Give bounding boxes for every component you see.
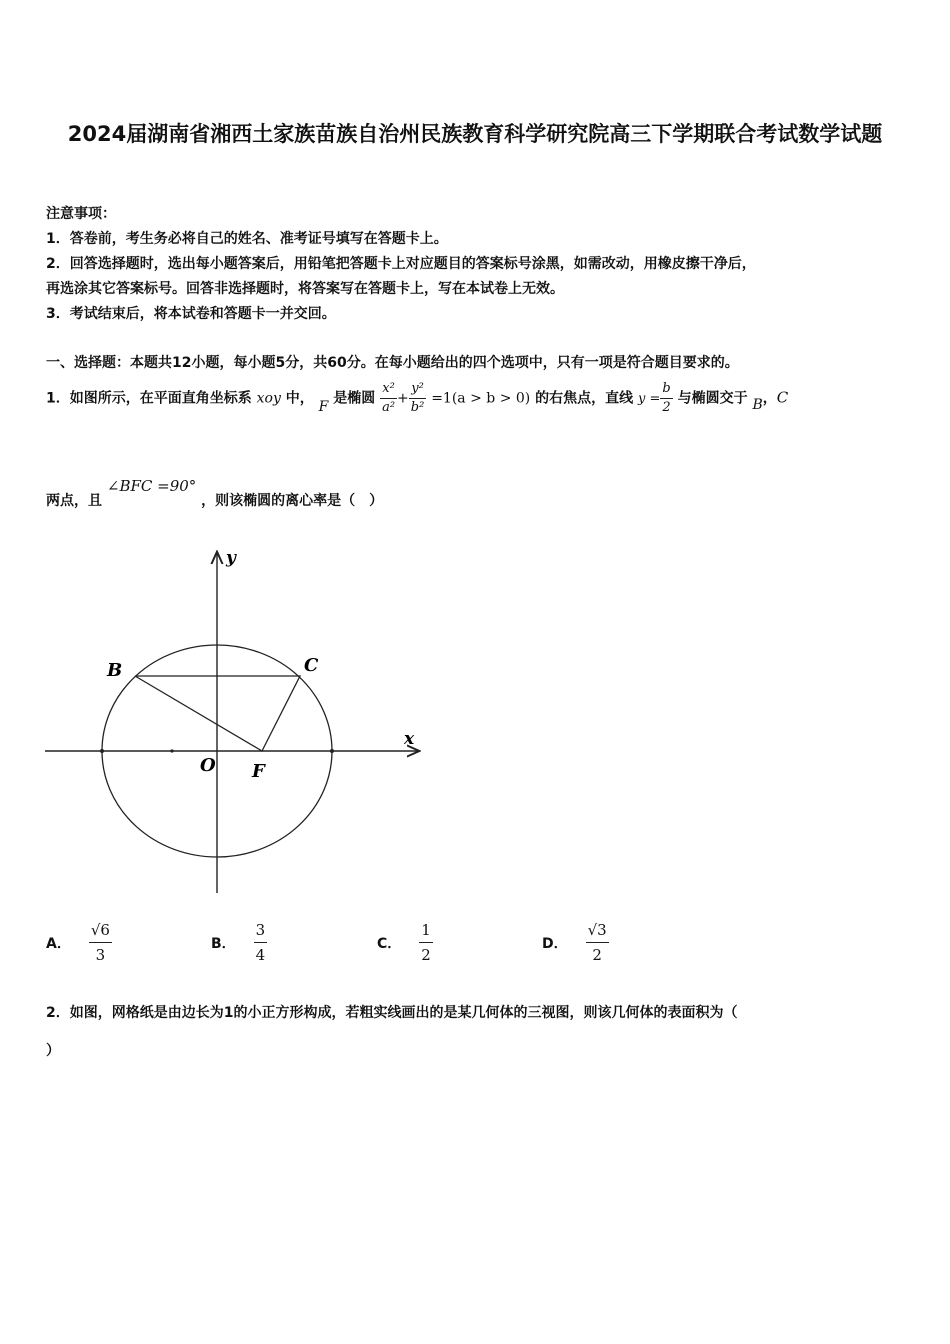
angle-condition: ∠BFC =90° (106, 477, 197, 495)
question-2-line-2: ） (46, 1043, 60, 1059)
label-y: y (226, 548, 236, 568)
plus-sign: + (397, 390, 409, 407)
q1-text-2: 中， (285, 390, 314, 407)
notice-heading: 注意事项： (46, 206, 116, 222)
option-d[interactable] (542, 918, 609, 967)
line-lhs: y = (638, 391, 661, 407)
q1-comma: ， (762, 390, 777, 407)
section-heading: 一、选择题：本题共12小题，每小题5分，共60分。在每小题给出的四个选项中，只有一项是符合题目要求的。 (46, 355, 739, 371)
q1-text-6: 两点，且 (46, 493, 102, 509)
notice-item: 再选涂其它答案标号。回答非选择题时，将答案写在答题卡上，写在本试卷上无效。 (46, 281, 564, 297)
focus-left-point (170, 749, 173, 752)
q1-text-7: ，则该椭圆的离心率是（ ） (201, 493, 384, 509)
label-c: C (304, 655, 319, 676)
notice-item: 1．答卷前，考生务必将自己的姓名、准考证号填写在答题卡上。 (46, 231, 448, 247)
question-1-line-2 (46, 476, 384, 509)
label-x: x (404, 729, 415, 749)
q1-text-3: 是椭圆 (333, 390, 376, 407)
ellipse-figure (40, 545, 430, 900)
ellipse-equation-rest: =1(a > b > 0) (431, 390, 531, 407)
option-c[interactable] (377, 918, 433, 967)
option-d-label: D． (542, 935, 568, 952)
option-a-label: A． (46, 935, 71, 952)
notice-item: 3．考试结束后，将本试卷和答题卡一并交回。 (46, 306, 336, 322)
q1-text-4: 的右焦点，直线 (535, 390, 634, 407)
label-o: O (200, 755, 216, 776)
option-c-label: C． (377, 935, 402, 952)
line-frac: $\frac{b}{2}$ (662, 381, 671, 415)
q1-f-symbol: F (318, 398, 329, 415)
question-1-line-1 (46, 380, 788, 417)
label-b: B (107, 660, 123, 681)
q1-xoy: xoy (256, 390, 281, 407)
page-title: 2024届湖南省湘西土家族苗族自治州民族教育科学研究院高三下学期联合考试数学试题 (67, 122, 883, 146)
option-d-value: $\frac{√3}{2}$ (586, 918, 609, 967)
option-b-label: B． (211, 935, 236, 952)
vertex-right-point (330, 749, 334, 753)
ellipse-frac-x: $\frac{\text{x²}}{\text{a²}}$ (382, 381, 396, 415)
q1-text-5: 与椭圆交于 (677, 390, 748, 407)
label-f: F (252, 761, 265, 782)
ellipse-frac-y: $\frac{\text{y²}}{\text{b²}}$ (410, 381, 425, 415)
option-b[interactable] (211, 918, 267, 967)
option-c-value: $\frac{1}{2}$ (419, 918, 433, 967)
option-a-value: $\frac{√6}{3}$ (89, 918, 112, 967)
q1-b-symbol: B (752, 396, 763, 413)
notice-item: 2．回答选择题时，选出每小题答案后，用铅笔把答题卡上对应题目的答案标号涂黑，如需改动，用橡皮擦干净后， (46, 256, 756, 272)
q1-text-1: 1．如图所示，在平面直角坐标系 (46, 390, 252, 407)
q1-c-symbol: C (776, 388, 789, 407)
vertex-left-point (100, 749, 104, 753)
question-2-line-1: 2．如图，网格纸是由边长为1的小正方形构成，若粗实线画出的是某几何体的三视图，则该几何体的表面积为（ (46, 1005, 738, 1021)
option-a[interactable] (46, 918, 112, 967)
option-b-value: $\frac{3}{4}$ (254, 918, 268, 967)
